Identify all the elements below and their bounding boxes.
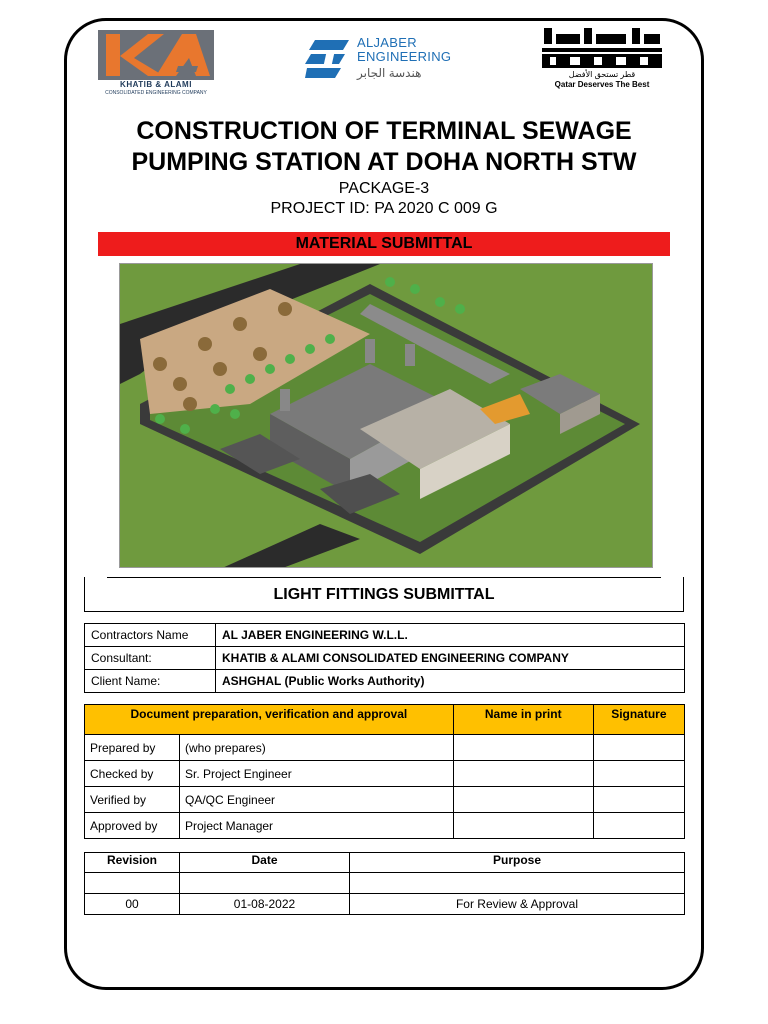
site-rendering-image — [119, 263, 653, 568]
approval-header-name: Name in print — [453, 705, 593, 735]
client-value: ASHGHAL (Public Works Authority) — [216, 670, 685, 693]
table-row — [85, 873, 685, 894]
parties-table — [84, 623, 685, 693]
revision-cell — [85, 873, 180, 894]
table-row — [85, 670, 685, 693]
approval-action: Prepared by — [85, 735, 180, 761]
approval-role: (who prepares) — [180, 735, 454, 761]
approval-action: Verified by — [85, 787, 180, 813]
approval-header-document: Document preparation, verification and approval — [85, 705, 454, 735]
approval-name-cell[interactable] — [453, 761, 593, 787]
approval-signature-cell[interactable] — [593, 813, 684, 839]
khatib-alami-name: KHATIB & ALAMI — [120, 80, 192, 89]
approval-role: Sr. Project Engineer — [180, 761, 454, 787]
consultant-value: KHATIB & ALAMI CONSOLIDATED ENGINEERING COMPANY — [216, 647, 685, 670]
table-row — [85, 761, 685, 787]
ashghal-arabic-tagline: قطر تستحق الأفضل — [568, 70, 636, 79]
submittal-title-box — [84, 577, 684, 612]
approval-table — [84, 704, 685, 839]
revision-header: Revision — [85, 853, 180, 873]
table-header-row — [85, 853, 685, 873]
package-label: PACKAGE-3 — [338, 180, 430, 197]
khatib-alami-logo — [98, 30, 214, 100]
material-submittal-banner: MATERIAL SUBMITTAL — [98, 232, 670, 256]
approval-name-cell[interactable] — [453, 787, 593, 813]
approval-name-cell[interactable] — [453, 735, 593, 761]
al-jaber-name-line2: ENGINEERING — [357, 49, 452, 64]
date-header: Date — [180, 853, 350, 873]
approval-signature-cell[interactable] — [593, 761, 684, 787]
submittal-title: LIGHT FITTINGS SUBMITTAL — [273, 586, 495, 603]
table-row — [85, 787, 685, 813]
approval-role: Project Manager — [180, 813, 454, 839]
date-cell: 01-08-2022 — [180, 894, 350, 915]
contractor-value: AL JABER ENGINEERING W.L.L. — [216, 624, 685, 647]
approval-action: Approved by — [85, 813, 180, 839]
project-id: PROJECT ID: PA 2020 C 009 G — [270, 200, 498, 217]
purpose-cell — [350, 873, 685, 894]
al-jaber-mark-icon — [305, 38, 351, 82]
table-row — [85, 624, 685, 647]
consultant-label: Consultant: — [85, 647, 216, 670]
purpose-header: Purpose — [350, 853, 685, 873]
ashghal-logo — [540, 26, 664, 90]
table-row — [85, 647, 685, 670]
contractor-label: Contractors Name — [85, 624, 216, 647]
site-rendering-illustration — [120, 264, 653, 568]
approval-name-cell[interactable] — [453, 813, 593, 839]
title-line-1: CONSTRUCTION OF TERMINAL SEWAGE — [136, 117, 632, 145]
revision-cell: 00 — [85, 894, 180, 915]
approval-action: Checked by — [85, 761, 180, 787]
ashghal-tagline: Qatar Deserves The Best — [554, 80, 650, 89]
khatib-alami-subtitle: CONSOLIDATED ENGINEERING COMPANY — [105, 90, 207, 96]
khatib-alami-mark-icon — [98, 30, 214, 80]
table-row — [85, 813, 685, 839]
purpose-cell: For Review & Approval — [350, 894, 685, 915]
approval-signature-cell[interactable] — [593, 735, 684, 761]
table-header-row — [85, 705, 685, 735]
approval-role: QA/QC Engineer — [180, 787, 454, 813]
table-row — [85, 894, 685, 915]
al-jaber-name-line1: ALJABER — [357, 35, 417, 50]
ashghal-mark-icon — [540, 26, 664, 70]
approval-signature-cell[interactable] — [593, 787, 684, 813]
al-jaber-name — [357, 36, 451, 64]
al-jaber-arabic: هندسة الجابر — [357, 66, 422, 80]
date-cell — [180, 873, 350, 894]
approval-header-signature: Signature — [593, 705, 684, 735]
document-title — [90, 116, 678, 178]
client-label: Client Name: — [85, 670, 216, 693]
al-jaber-logo — [305, 36, 455, 86]
table-row — [85, 735, 685, 761]
revision-table — [84, 852, 685, 915]
title-line-2: PUMPING STATION AT DOHA NORTH STW — [131, 148, 637, 176]
